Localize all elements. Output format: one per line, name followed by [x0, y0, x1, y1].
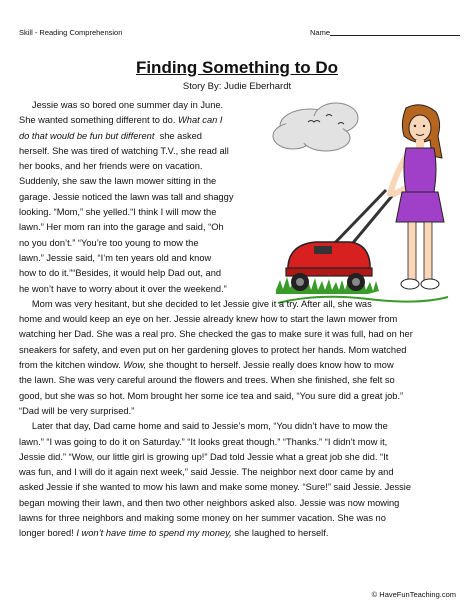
story-line: [19, 159, 459, 174]
story-text-segment: she thought to herself. Jessie really does know how to mow: [146, 360, 394, 371]
story-text-segment: lawn.” Her mom ran into the garage and said, “Oh: [19, 222, 224, 233]
story-line: [19, 113, 459, 128]
story-text-segment: Wow,: [123, 360, 147, 371]
story-text-segment: longer bored!: [19, 528, 77, 539]
story-line: [19, 266, 459, 281]
story-line: [19, 144, 459, 159]
story-text-segment: lawn.” Jessie said, “I’m ten years old and know: [19, 252, 212, 263]
story-text-segment: lawns for three neighbors and making some money on her summer vacation. She was no: [19, 513, 386, 524]
story-line: [19, 389, 459, 404]
story-text-segment: Later that day, Dad came home and said to Jessie’s mom, “You didn’t have to mow the: [19, 421, 388, 432]
story-text-segment: herself. She was tired of watching T.V., she read all: [19, 145, 229, 156]
story-line: [19, 129, 459, 144]
story-text-segment: how to do it.”“Besides, it would help Dad out, and: [19, 268, 222, 279]
skill-label: Skill - Reading Comprehension: [19, 28, 123, 37]
story-text-segment: She wanted something different to do.: [19, 115, 179, 126]
story-line: [19, 251, 459, 266]
story-line: [19, 98, 459, 113]
story-text-segment: Jessie did.” “Wow, our little girl is growing up!” Dad told Jessie what a great job she did. “It: [19, 451, 389, 462]
story-line: [19, 526, 459, 541]
story-line: [19, 450, 459, 465]
story-text: [19, 98, 459, 542]
name-field: [310, 28, 460, 37]
story-line: [19, 297, 459, 312]
copyright-footer: © HaveFunTeaching.com: [371, 590, 456, 599]
story-line: [19, 174, 459, 189]
story-text-segment: asked Jessie if she wanted to mow his lawn and make some money. “Sure!” said Jessie. Jessie: [19, 482, 412, 493]
story-line: [19, 312, 459, 327]
story-line: [19, 190, 459, 205]
story-line: [19, 220, 459, 235]
story-line: [19, 236, 459, 251]
story-text-segment: good, but she was so hot. Mom brought her some ice tea and said, “You sure did a great job.”: [19, 390, 404, 401]
story-text-segment: he won’t have to worry about it over the weekend.”: [19, 283, 227, 294]
story-text-segment: was fun, and I will do it again next week,” said Jessie. The neighbor next door came by and: [19, 467, 394, 478]
story-text-segment: What can I: [178, 115, 223, 126]
story-text-segment: her books, and her friends were on vacation.: [19, 161, 203, 172]
story-text-segment: the lawn. She was very careful around the flowers and trees. When she finished, she felt so: [19, 375, 395, 386]
story-line: [19, 496, 459, 511]
story-line: [19, 435, 459, 450]
story-text-segment: she laughed to herself.: [231, 528, 329, 539]
story-text-segment: home and would keep an eye on her. Jessie already knew how to start the lawn mower from: [19, 314, 398, 325]
story-text-segment: Jessie was so bored one summer day in June.: [19, 100, 224, 110]
story-line: [19, 282, 459, 297]
story-text-segment: Mom was very hesitant, but she decided to let Jessie give it a try. After all, she was: [19, 298, 372, 309]
story-text-segment: do that would be fun but different: [19, 130, 155, 141]
name-blank-line: [330, 35, 460, 36]
name-label: Name: [310, 28, 331, 37]
story-text-segment: lawn.” “I was going to do it on Saturday.” “It looks great though.” “Thanks.” “I didn’t mow it,: [19, 436, 388, 447]
story-text-segment: sneakers for safety, and even put on her gardening gloves to protect her hands. Mom watched: [19, 344, 407, 355]
story-text-segment: looking. “Mom,” she yelled.“I think I will mow the: [19, 207, 217, 218]
story-text-segment: garage. Jessie noticed the lawn was tall and shaggy: [19, 191, 234, 202]
story-line: [19, 404, 459, 419]
story-text-segment: I won’t have time to spend my money,: [76, 528, 232, 539]
story-text-segment: watching her Dad. She was a real pro. She checked the gas to make sure it was full, had on her: [19, 329, 413, 340]
story-text-segment: from the kitchen window.: [19, 360, 124, 371]
story-title: Finding Something to Do: [135, 58, 339, 77]
story-text-segment: no you don’t.” “You’re too young to mow the: [19, 237, 199, 248]
story-line: [19, 373, 459, 388]
story-line: [19, 205, 459, 220]
story-line: [19, 511, 459, 526]
story-text-segment: “Dad will be very surprised.”: [19, 405, 135, 416]
story-line: [19, 480, 459, 495]
story-text-segment: began mowing their lawn, and then two other neighbors asked also. Jessie was now mowing: [19, 497, 400, 508]
story-line: [19, 419, 459, 434]
story-line: [19, 327, 459, 342]
story-line: [19, 343, 459, 358]
story-text-segment: Suddenly, she saw the lawn mower sitting in the: [19, 176, 217, 187]
story-line: [19, 465, 459, 480]
story-line: [19, 358, 459, 373]
story-byline: Story By: Judie Eberhardt: [182, 81, 292, 92]
story-text-segment: she asked: [154, 130, 202, 141]
